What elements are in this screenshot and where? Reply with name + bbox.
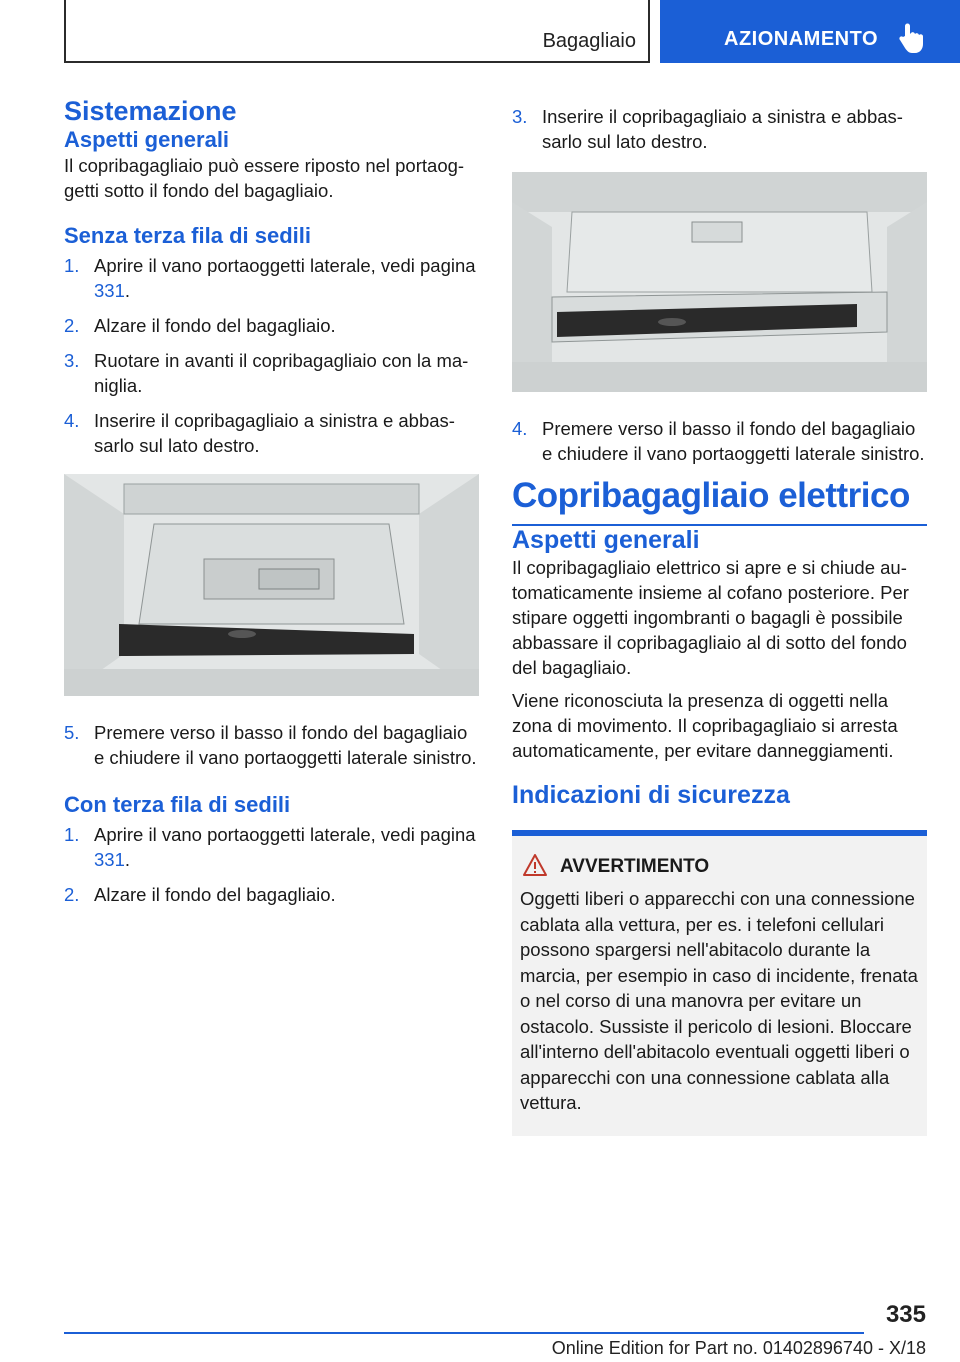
step-text: Premere verso il basso il fondo del bagagliaio e chiudere il vano portaoggetti laterale sinistro.	[94, 722, 477, 768]
warning-box	[512, 830, 927, 1136]
step-number: 1.	[64, 255, 80, 276]
page-link[interactable]: 331	[94, 280, 125, 301]
left-column	[64, 96, 479, 917]
step-item	[64, 313, 479, 338]
step-item	[64, 253, 479, 303]
step-text: Premere verso il basso il fondo del bagagliaio e chiudere il vano portaoggetti laterale sinistro.	[542, 418, 925, 464]
general-paragraph: Il copribagagliaio può essere riposto nel portaoggetti sotto il fondo del bagagliaio.	[64, 155, 465, 201]
step-text: Inserire il copribagagliaio a sinistra e abbassarlo sul lato destro.	[94, 410, 455, 456]
step-number: 3.	[64, 350, 80, 371]
page-link[interactable]: 331	[94, 849, 125, 870]
trunk-illustration-left	[64, 474, 479, 696]
step-item	[64, 348, 479, 398]
steps-list-a-cont	[64, 720, 479, 770]
steps-list-a	[64, 253, 479, 458]
header-chapter-tab	[660, 0, 960, 63]
footer-edition: Online Edition for Part no. 01402896740 - X/18	[551, 1338, 926, 1358]
section-title-sistemazione: Sistemazione	[64, 96, 237, 126]
header-chapter-label: AZIONAMENTO	[724, 28, 879, 50]
warning-title: AVVERTIMENTO	[560, 856, 710, 877]
subsection-title-electric-general: Aspetti generali	[512, 526, 700, 554]
step-number: 4.	[512, 418, 528, 439]
warning-triangle-icon	[522, 853, 548, 877]
warning-text: Oggetti liberi o apparecchi con una connessione cablata alla vettura, per es. i telefoni cellulari possono spargersi nell'abitacolo durante la marcia, per esempio in caso di incidente, frenata o nel corso di una manovra per evitare un ostacolo. Sussiste il pericolo di lesioni. Bloccare all'interno dell'abitacolo eventuali oggetti liberi o apparecchi con una connessione cablata alla vettura.	[520, 888, 918, 1113]
trunk-illustration-right	[512, 172, 927, 392]
step-number: 4.	[64, 410, 80, 431]
step-item	[512, 416, 927, 466]
step-number: 3.	[512, 106, 528, 127]
steps-list-b-cont2	[512, 416, 927, 466]
footer-rule	[64, 1332, 864, 1334]
page-number: 335	[885, 1301, 926, 1328]
header-section-title: Bagagliaio	[542, 30, 636, 52]
step-item	[64, 822, 479, 872]
step-text-end: .	[124, 280, 131, 301]
step-number: 2.	[64, 884, 80, 905]
step-text: Alzare il fondo del bagagliaio.	[94, 315, 336, 336]
right-column	[512, 96, 927, 1136]
subsection-title-no-third-row: Senza terza fila di sedili	[64, 223, 311, 248]
hand-pointer-icon	[898, 22, 924, 54]
steps-list-b	[64, 822, 479, 907]
electric-paragraph-2: Viene riconosciuta la presenza di oggetti nella zona di movimento. Il copribagagliaio si arresta automaticamente, per evitare danneggiamenti.	[512, 690, 898, 761]
step-item	[64, 882, 479, 907]
step-item	[512, 104, 927, 154]
subsection-title-general: Aspetti generali	[64, 127, 230, 152]
step-text: Ruotare in avanti il copribagagliaio con la maniglia.	[94, 350, 469, 396]
step-text: Inserire il copribagagliaio a sinistra e abbassarlo sul lato destro.	[542, 106, 903, 152]
step-text: Alzare il fondo del bagagliaio.	[94, 884, 336, 905]
subsection-title-third-row: Con terza fila di sedili	[64, 792, 291, 817]
warning-header	[560, 856, 919, 878]
step-text: Aprire il vano portaoggetti laterale, vedi pagina	[94, 824, 476, 845]
subsection-title-safety: Indicazioni di sicurezza	[512, 781, 790, 809]
steps-list-b-cont	[512, 104, 927, 154]
step-text: Aprire il vano portaoggetti laterale, vedi pagina	[94, 255, 476, 276]
step-item	[64, 408, 479, 458]
step-number: 1.	[64, 824, 80, 845]
step-item	[64, 720, 479, 770]
step-number: 5.	[64, 722, 80, 743]
section-title-electric-cover: Copribagagliaio elettrico	[512, 476, 927, 526]
step-text-end: .	[124, 849, 131, 870]
electric-paragraph-1: Il copribagagliaio elettrico si apre e si chiude automaticamente insieme al cofano posteriore. Per stipare oggetti ingombranti o bagagli è possibile abbassare il copribagagliaio al di sotto del fondo del bagagliaio.	[512, 557, 909, 678]
step-number: 2.	[64, 315, 80, 336]
